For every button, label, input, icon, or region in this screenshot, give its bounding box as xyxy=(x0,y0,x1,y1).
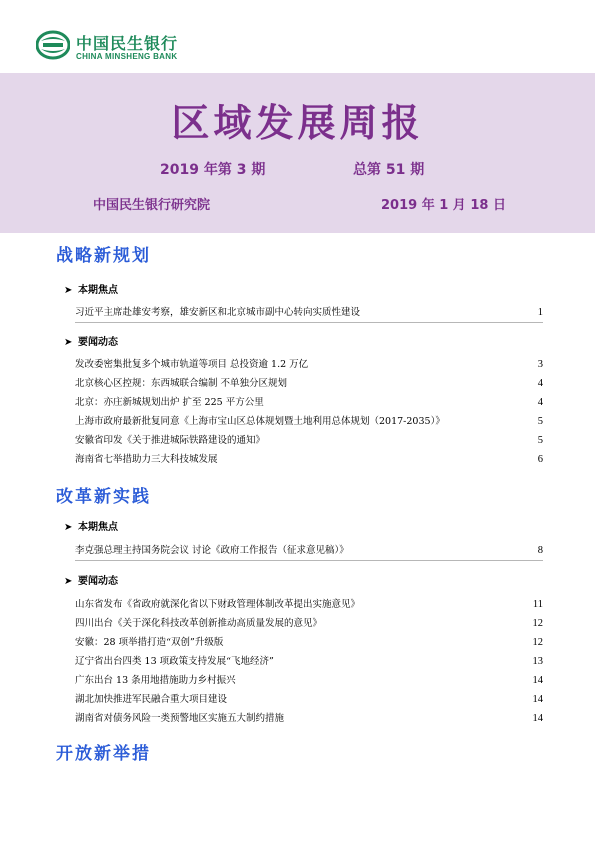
toc-entry-title: 北京核心区控规：东西城联合编制 不单独分区规划 xyxy=(75,378,288,389)
toc-entry-page: 3 xyxy=(537,359,543,370)
divider xyxy=(75,322,543,323)
toc-entry-title: 山东省发布《省政府就深化省以下财政管理体制改革提出实施意见》 xyxy=(75,599,361,610)
toc-entry-page: 14 xyxy=(532,713,543,724)
toc-entry[interactable] xyxy=(75,357,543,372)
toc-entry-title: 湖南省对债务风险一类预警地区实施五大制约措施 xyxy=(75,713,285,724)
toc-entry[interactable] xyxy=(75,673,543,688)
section-title: 改革新实践 xyxy=(56,487,151,507)
toc-entry[interactable] xyxy=(75,395,543,410)
toc-entry[interactable] xyxy=(75,616,543,631)
toc-entry[interactable] xyxy=(75,305,543,320)
section-title: 开放新举措 xyxy=(56,744,151,764)
toc-entry-title: 北京：亦庄新城规划出炉 扩至 225 平方公里 xyxy=(75,397,264,408)
focus-subheading: ➤ 本期焦点 xyxy=(64,522,118,533)
toc-entry[interactable] xyxy=(75,543,543,558)
toc-entry[interactable] xyxy=(75,635,543,650)
news-subheading: ➤ 要闻动态 xyxy=(64,576,118,587)
publisher-org: 中国民生银行研究院 xyxy=(93,198,211,213)
toc-entry-page: 4 xyxy=(537,378,543,389)
toc-entry[interactable] xyxy=(75,711,543,726)
toc-entry-page: 4 xyxy=(537,397,543,408)
arrow-icon: ➤ xyxy=(64,576,73,587)
toc-entry[interactable] xyxy=(75,414,543,429)
arrow-icon: ➤ xyxy=(64,285,73,296)
toc-entry[interactable] xyxy=(75,433,543,448)
toc-entry-page: 12 xyxy=(532,637,543,648)
publish-date: 2019 年 1 月 18 日 xyxy=(381,198,506,213)
bank-logo-icon xyxy=(36,30,70,60)
divider xyxy=(75,560,543,561)
toc-entry-title: 四川出台《关于深化科技改革创新推动高质量发展的意见》 xyxy=(75,618,323,629)
bank-logo xyxy=(36,28,216,68)
toc-entry-title: 安徽：28 项举措打造“双创”升级版 xyxy=(75,637,224,648)
toc-entry-title: 广东出台 13 条用地措施助力乡村振兴 xyxy=(75,675,236,686)
toc-entry-page: 1 xyxy=(537,307,543,318)
total-issue-number: 总第 51 期 xyxy=(353,162,425,178)
news-subheading: ➤ 要闻动态 xyxy=(64,337,118,348)
toc-entry-title: 李克强总理主持国务院会议 讨论《政府工作报告（征求意见稿）》 xyxy=(75,545,349,556)
toc-entry-title: 安徽省印发《关于推进城际铁路建设的通知》 xyxy=(75,435,266,446)
focus-subheading: ➤ 本期焦点 xyxy=(64,285,118,296)
toc-entry-title: 上海市政府最新批复同意《上海市宝山区总体规划暨土地利用总体规划（2017-2035）》 xyxy=(75,416,445,427)
toc-entry-page: 14 xyxy=(532,694,543,705)
toc-entry-title: 湖北加快推进军民融合重大项目建设 xyxy=(75,694,228,705)
toc-entry-page: 6 xyxy=(537,454,543,465)
report-title: 区域发展周报 xyxy=(171,101,424,145)
toc-entry-page: 8 xyxy=(537,545,543,556)
toc-entry-title: 发改委密集批复多个城市轨道等项目 总投资逾 1.2 万亿 xyxy=(75,359,309,370)
toc-entry-title: 辽宁省出台四类 13 项政策支持发展“飞地经济” xyxy=(75,656,274,667)
arrow-icon: ➤ xyxy=(64,337,73,348)
toc-entry-page: 11 xyxy=(532,599,543,610)
toc-entry-page: 14 xyxy=(532,675,543,686)
bank-name-en: CHINA MINSHENG BANK xyxy=(76,52,178,61)
bank-name-cn: 中国民生银行 xyxy=(76,34,179,53)
toc-entry[interactable] xyxy=(75,654,543,669)
toc-entry[interactable] xyxy=(75,692,543,707)
issue-number: 2019 年第 3 期 xyxy=(160,162,266,178)
toc-entry[interactable] xyxy=(75,597,543,612)
section-title: 战略新规划 xyxy=(56,246,151,266)
arrow-icon: ➤ xyxy=(64,522,73,533)
toc-entry-title: 习近平主席赴雄安考察，雄安新区和北京城市副中心转向实质性建设 xyxy=(75,307,361,318)
toc-entry-page: 13 xyxy=(532,656,543,667)
toc-entry[interactable] xyxy=(75,376,543,391)
toc-entry-page: 5 xyxy=(537,416,543,427)
toc-entry-page: 5 xyxy=(537,435,543,446)
toc-entry-page: 12 xyxy=(532,618,543,629)
toc-entry[interactable] xyxy=(75,452,543,467)
toc-entry-title: 海南省七举措助力三大科技城发展 xyxy=(75,454,218,465)
